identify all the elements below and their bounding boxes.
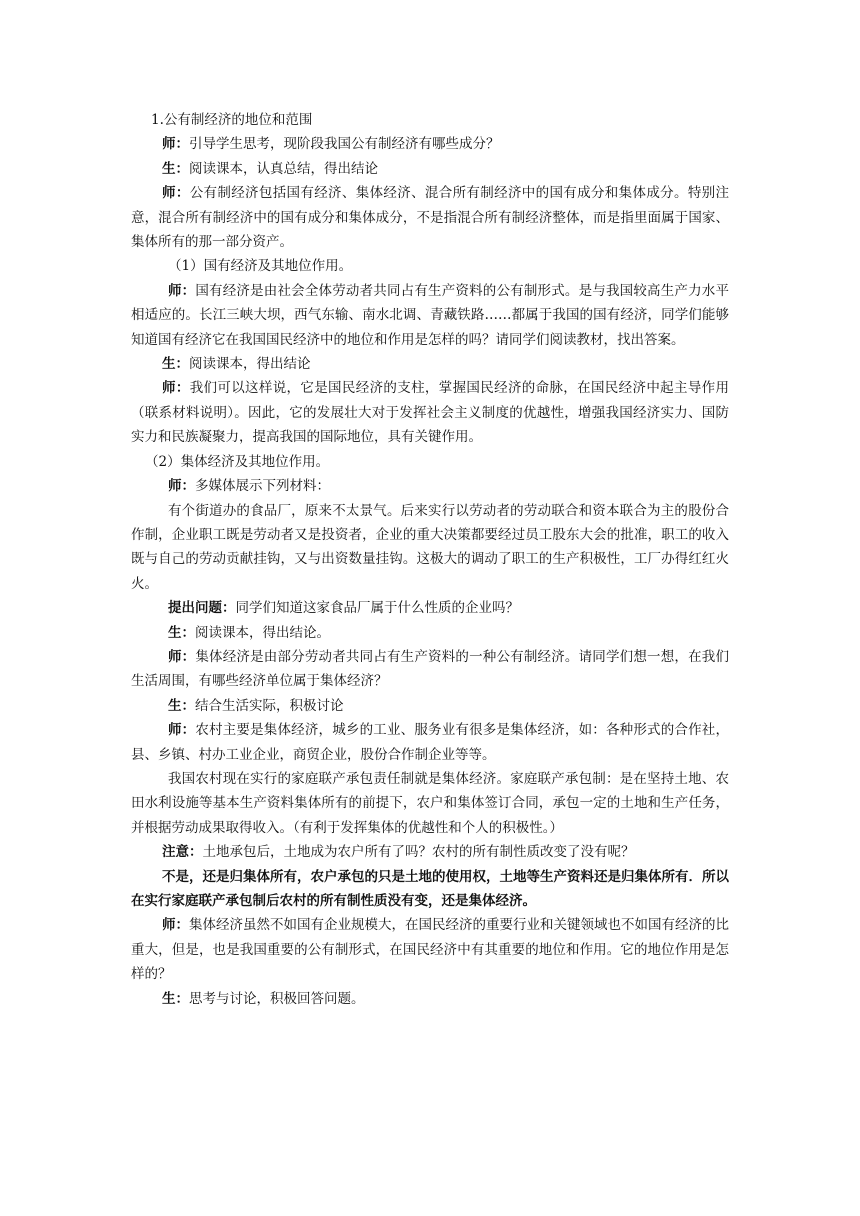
dialogue-paragraph xyxy=(131,181,729,254)
paragraph-text: 同学们知道这家食品厂属于什么性质的企业吗？ xyxy=(235,600,519,617)
paragraph-text: 1.公有制经济的地位和范围 xyxy=(151,112,313,128)
dialogue-paragraph xyxy=(131,279,729,352)
paragraph-text: 国有经济是由社会全体劳动者共同占有生产资料的公有制形式。是与我国较高生产力水平相适应的。长江三峡大坝，西气东输、南水北调、青藏铁路……都属于我国的国有经济，同学们能够知道国有经济它在我国国民经济中的地位和作用是怎样的吗？请同学们阅读教材，找出答案。 xyxy=(131,282,729,348)
speaker-label: 师： xyxy=(162,136,189,153)
paragraph-text: 我们可以这样说，它是国民经济的支柱，掌握国民经济的命脉，在国民经济中起主导作用（联系材料说明）。因此，它的发展壮大对于发挥社会主义制度的优越性，增强我国经济实力、国防实力和民族凝聚力，提高我国的国际地位，具有关键作用。 xyxy=(131,380,730,446)
dialogue-paragraph xyxy=(131,913,729,986)
paragraph-text: 引导学生思考，现阶段我国公有制经济有哪些成分？ xyxy=(189,136,500,153)
speaker-label: 师： xyxy=(168,648,196,665)
speaker-label: 师： xyxy=(162,380,190,397)
dialogue-paragraph xyxy=(131,352,729,376)
speaker-label: 师： xyxy=(168,282,196,299)
paragraph-text: 有个街道办的食品厂，原来不太景气。后来实行以劳动者的劳动联合和资本联合为主的股份合作制，企业职工既是劳动者又是投资者，企业的重大决策都要经过员工股东大会的批准，职工的收入既与自己的劳动贡献挂钩，又与出资数量挂钩。这极大的调动了职工的生产积极性，工厂办得红红火火。 xyxy=(131,502,729,592)
material-paragraph xyxy=(131,499,729,597)
paragraph-text: （2）集体经济及其地位作用。 xyxy=(145,453,330,470)
speaker-label: 师： xyxy=(162,917,189,934)
speaker-label: 生： xyxy=(162,990,189,1007)
speaker-label: 生： xyxy=(162,160,189,177)
paragraph-text: 结合生活实际，积极讨论 xyxy=(195,697,344,714)
paragraph-text: 阅读课本，得出结论。 xyxy=(195,624,330,641)
paragraph-text: 阅读课本，得出结论 xyxy=(189,356,311,373)
explanation-paragraph xyxy=(131,767,729,840)
dialogue-paragraph xyxy=(131,645,729,694)
dialogue-paragraph xyxy=(131,474,729,498)
dialogue-paragraph xyxy=(131,621,729,645)
subsection-heading xyxy=(131,254,729,278)
speaker-label: 师： xyxy=(168,722,196,739)
paragraph-text: 集体经济虽然不如国有企业规模大，在国民经济的重要行业和关键领域也不如国有经济的比重大，但是，也是我国重要的公有制形式，在国民经济中有其重要的地位和作用。它的地位作用是怎样的？ xyxy=(131,917,729,983)
dialogue-paragraph xyxy=(131,987,729,1011)
dialogue-paragraph xyxy=(131,376,729,449)
document-body xyxy=(131,108,729,1011)
paragraph-text: 土地承包后，土地成为农户所有了吗？农村的所有制性质改变了没有呢？ xyxy=(202,844,635,861)
dialogue-paragraph xyxy=(131,694,729,718)
speaker-label: 提出问题： xyxy=(168,600,236,617)
dialogue-paragraph xyxy=(131,840,729,864)
paragraph-text: 多媒体展示下列材料： xyxy=(195,478,330,495)
dialogue-paragraph xyxy=(131,718,729,767)
speaker-label: 生： xyxy=(168,697,195,714)
answer-paragraph xyxy=(131,865,729,914)
paragraph-text: 不是，还是归集体所有，农户承包的只是土地的使用权，土地等生产资料还是归集体所有．所以在实行家庭联产承包制后农村的所有制性质没有变，还是集体经济。 xyxy=(131,868,729,909)
paragraph-text: 公有制经济包括国有经济、集体经济、混合所有制经济中的国有成分和集体成分。特别注意，混合所有制经济中的国有成分和集体成分，不是指混合所有制经济整体，而是指里面属于国家、集体所有的那一部分资产。 xyxy=(131,185,730,251)
paragraph-text: 思考与讨论，积极回答问题。 xyxy=(189,990,365,1007)
speaker-label: 注意： xyxy=(162,844,203,861)
section-heading xyxy=(131,108,729,132)
speaker-label: 师： xyxy=(162,185,190,202)
paragraph-text: 阅读课本，认真总结，得出结论 xyxy=(189,160,378,177)
paragraph-text: 集体经济是由部分劳动者共同占有生产资料的一种公有制经济。请同学们想一想，在我们生活周围，有哪些经济单位属于集体经济？ xyxy=(131,648,729,690)
paragraph-text: （1）国有经济及其地位作用。 xyxy=(168,258,353,275)
speaker-label: 师： xyxy=(168,478,195,495)
paragraph-text: 农村主要是集体经济，城乡的工业、服务业有很多是集体经济，如：各种形式的合作社，县、乡镇、村办工业企业，商贸企业，股份合作制企业等等。 xyxy=(131,722,729,763)
speaker-label: 生： xyxy=(168,624,195,641)
dialogue-paragraph xyxy=(131,596,729,620)
speaker-label: 生： xyxy=(162,356,189,373)
dialogue-paragraph xyxy=(131,157,729,181)
paragraph-text: 我国农村现在实行的家庭联产承包责任制就是集体经济。家庭联产承包制：是在坚持土地、农田水利设施等基本生产资料集体所有的前提下，农户和集体签订合同，承包一定的土地和生产任务，并根据劳动成果取得收入。（有利于发挥集体的优越性和个人的积极性。） xyxy=(131,770,729,836)
dialogue-paragraph xyxy=(131,132,729,156)
subsection-heading xyxy=(131,450,729,474)
